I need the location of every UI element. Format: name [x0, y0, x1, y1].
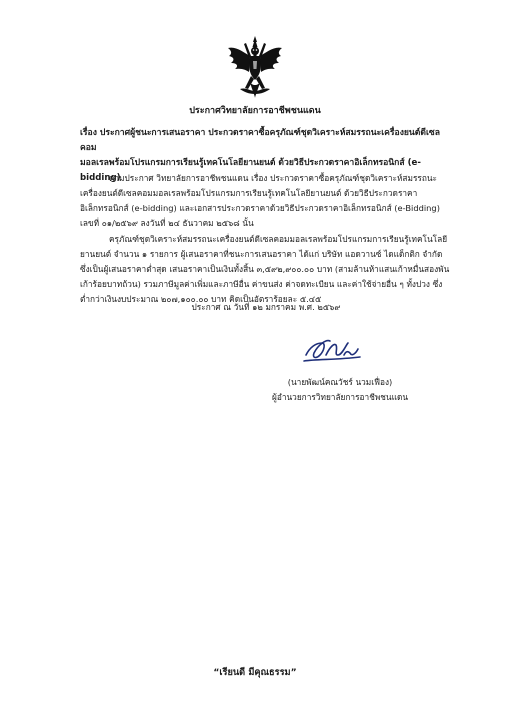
signer-block [230, 375, 450, 405]
signer-position: ผู้อำนวยการวิทยาลัยการอาชีพชนแดน [271, 392, 409, 402]
office-title: ประกาศวิทยาลัยการอาชีพชนแดน [189, 106, 321, 116]
subject-line-2: มอลเรลพร้อมโปรแกรมการเรียนรู้เทคโนโลยียานยนต์ ด้วยวิธีประกวดราคาอิเล็กทรอนิกส์ (e-bidding) [80, 158, 421, 183]
announcement-date: ประกาศ ณ วันที่ ๑๒ มกราคม พ.ศ. ๒๕๖๙ [191, 302, 341, 312]
subject-line-1: เรื่อง ประกาศผู้ชนะการเสนอราคา ประกวดราคาซื้อครุภัณฑ์ชุดวิเคราะห์สมรรถนะเครื่องยนต์ดีเซลคอม [80, 128, 440, 153]
body-paragraph-2: ครุภัณฑ์ชุดวิเคราะห์สมรรถนะเครื่องยนต์ดีเซลคอมมอลเรลพร้อมโปรแกรมการเรียนรู้เทคโนโลยียานยนต์ จำนวน ๑ รายการ ผู้เสนอราคาที่ชนะการเสนอราคา ได้แก่ บริษัท แอดวานซ์ ไดแด็กติก จำกัด ซึ่งเป็นผู้เสนอราคาต่ำสุด เสนอราคาเป็นเงินทั้งสิ้น ๓,๕๙๒,๙๐๐.๐๐ บาท (สามล้านห้าแสนเก้าหมื่นสองพันเก้าร้อยบาทถ้วน) รวมภาษีมูลค่าเพิ่มและภาษีอื่น ค่าขนส่ง ค่าจดทะเบียน และค่าใช้จ่ายอื่น ๆ ทั้งปวง ซึ่งต่ำกว่าเงินงบประมาณ ๒๐๗,๑๐๐.๐๐ บาท คิดเป็นอัตราร้อยละ ๕.๔๕ [80, 234, 450, 304]
signer-name: (นายพัฒน์คณวัชร์ นวมเฟื่อง) [287, 377, 393, 387]
garuda-emblem-icon [226, 36, 284, 98]
body-paragraph-1: ตามประกาศ วิทยาลัยการอาชีพชนแดน เรื่อง ประกวดราคาซื้อครุภัณฑ์ชุดวิเคราะห์สมรรถนะเครื่องยนต์ดีเซลคอมมอลเรลพร้อมโปรแกรมการเรียนรู้เทคโนโลยียานยนต์ ด้วยวิธีประกวดราคาอิเล็กทรอนิกส์ (e-bidding) และเอกสารประกวดราคาด้วยวิธีประกวดราคาอิเล็กทรอนิกส์ (e-Bidding) เลขที่ ๐๑/๒๕๖๙ ลงวันที่ ๒๔ ธันวาคม ๒๕๖๘ นั้น [80, 173, 440, 228]
handwritten-signature [300, 333, 364, 367]
footer-motto: “เรียนดี มีคุณธรรม” [213, 667, 297, 678]
